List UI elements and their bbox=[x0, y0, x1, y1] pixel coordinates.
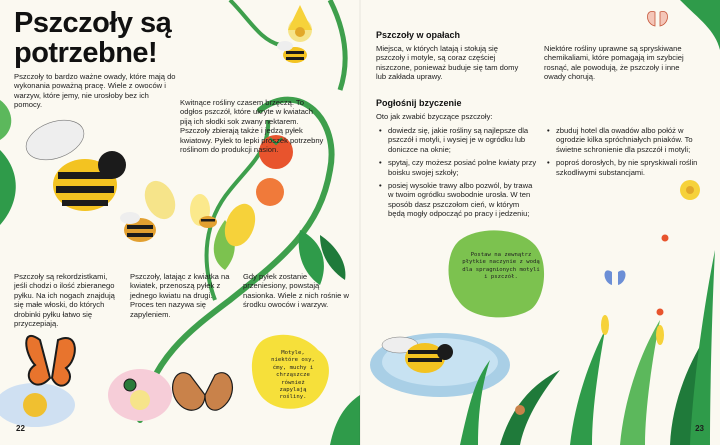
pollen-record-paragraph: Pszczoły są rekordzistkami, jeśli chodzi o ilość zbieranego pyłku. Na ich nogach znajdują się małe włoski, do których drobinki pyłku łatwo się przyczepiają. bbox=[14, 272, 115, 329]
flower-icon bbox=[108, 369, 172, 421]
bee-icon bbox=[21, 113, 126, 211]
list-item: • posiej wysokie trawy albo pozwól, by trawa w twoim ogródku swobodnie urosła. W ten sposób dasz pszczołom cień, w którym będą mogły odpocząć po pracy i jedzeniu; bbox=[388, 181, 538, 219]
seeds-paragraph: Gdy pyłek zostanie przeniesiony, powstają nasionka. Wiele z nich rośnie w środku owoców i warzyw. bbox=[243, 272, 349, 310]
yellow-flower-icon bbox=[601, 180, 700, 345]
trouble-paragraph: Miejsca, w których latają i stołują się pszczoły i motyle, są coraz częściej niszczone, ponieważ buduje się tam domy lub zakłada uprawy. bbox=[376, 44, 519, 82]
title-line-1: Pszczoły są bbox=[14, 7, 172, 39]
tips-list-right bbox=[546, 126, 706, 181]
list-item: • poproś dorosłych, by nie spryskiwali roślin szkodliwymi substancjami. bbox=[556, 158, 706, 177]
bee-icon bbox=[120, 212, 156, 242]
flower-icon bbox=[0, 383, 75, 427]
list-item: • spytaj, czy możesz posiać polne kwiaty przy boisku swojej szkoły; bbox=[388, 158, 538, 177]
page-number-right: 23 bbox=[695, 424, 704, 433]
ladybug-icon bbox=[657, 309, 664, 316]
butterfly-icon bbox=[605, 270, 626, 285]
title-line-2: potrzebne! bbox=[14, 37, 158, 69]
water-note: Postaw na zewnątrz płytkie naczynie z wodą dla spragnionych motyli i pszczół. bbox=[462, 252, 540, 281]
page-title bbox=[14, 8, 171, 68]
leaf-icon bbox=[0, 100, 11, 140]
nectar-paragraph: Kwitnące rośliny czasem brzęczą. To odgłos pszczół, które ukryte w kwiatach piją ich słodki sok zwany nektarem. Pszczoły zbierają także i jedzą pyłek kwiatowy. Pyłek to lepki proszek potrzebny roślinom do produkcji nasion. bbox=[180, 98, 324, 155]
bee-icon bbox=[277, 41, 307, 63]
help-intro: Oto jak zwabić bzyczące pszczoły: bbox=[376, 112, 493, 121]
yellow-flower-icon bbox=[288, 5, 312, 42]
leaf-icon bbox=[680, 0, 720, 50]
intro-paragraph: Pszczoły to bardzo ważne owady, które mają do wykonania poważną pracę. Wiele z owoców i warzyw, które jemy, nie urosłoby bez ich pomocy. bbox=[14, 72, 176, 110]
yellow-flower-icon bbox=[139, 176, 261, 251]
bee-icon bbox=[199, 216, 217, 228]
right-page bbox=[360, 0, 720, 445]
moth-icon bbox=[515, 405, 525, 415]
leaf-icon bbox=[0, 150, 16, 225]
tips-list-left bbox=[378, 126, 538, 223]
chemicals-paragraph: Niektóre rośliny uprawne są spryskiwane chemikaliami, które pomagają im szybciej rosnąć, ale powodują, że pszczoły i inne owady chorują. bbox=[544, 44, 684, 82]
list-item: • dowiedz się, jakie rośliny są najlepsze dla pszczół i motyli, i wysiej je w ogródku lub doniczce na oknie; bbox=[388, 126, 538, 154]
list-item: • zbuduj hotel dla owadów albo połóż w ogrodzie kilka spróchniałych pniaków. To świetne schronienie dla pszczół i motyli; bbox=[556, 126, 706, 154]
ladybug-icon bbox=[662, 235, 669, 242]
moth-icon bbox=[173, 373, 233, 410]
help-heading: Pogłośnij bzyczenie bbox=[376, 98, 462, 108]
stem-icon bbox=[330, 0, 345, 90]
pollinators-note: Motyle, niektóre osy, ćmy, muchy i chrząszcze również zapylają rośliny. bbox=[271, 350, 315, 401]
page-number-left: 22 bbox=[16, 424, 25, 433]
trouble-heading: Pszczoły w opałach bbox=[376, 30, 461, 40]
butterfly-icon bbox=[648, 11, 668, 26]
stem-icon bbox=[230, 0, 280, 45]
beetle-icon bbox=[124, 379, 136, 391]
tomato-icon bbox=[256, 178, 284, 206]
pollination-paragraph: Pszczoły, latając z kwiatka na kwiatek, przenoszą pyłek z jednego kwiatu na drugi. Proces ten nazywa się zapyleniem. bbox=[130, 272, 230, 319]
butterfly-icon bbox=[26, 336, 75, 386]
